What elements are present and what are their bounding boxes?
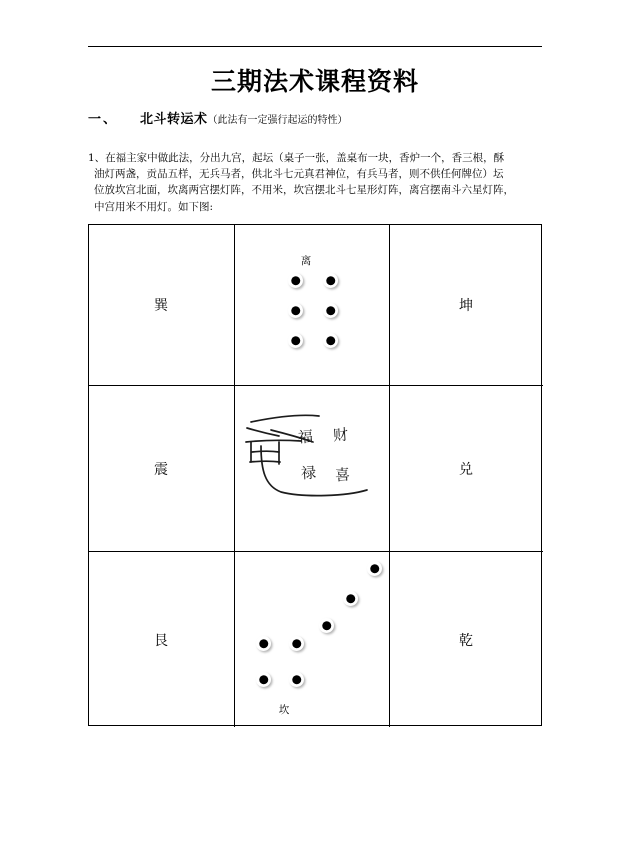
- handwritten-rice-diagram: [235, 386, 389, 551]
- page-title: 三期法术课程资料: [210, 67, 419, 96]
- trigram-label-gen: 艮: [154, 632, 169, 649]
- big-dipper-diagram: [235, 552, 389, 727]
- lamp-icon: [288, 333, 303, 348]
- body-paragraph: [88, 150, 546, 215]
- handwritten-char-xi: 喜: [334, 465, 351, 485]
- grid-cell-li: [235, 225, 390, 386]
- handwritten-char-cai: 财: [332, 425, 349, 445]
- grid-cell-gen: [89, 552, 235, 727]
- grid-cell-center: [235, 386, 390, 552]
- section-heading: [88, 108, 542, 127]
- lamp-icon: [319, 618, 334, 633]
- lamp-icon: [323, 273, 338, 288]
- grid-cell-xun: [89, 225, 235, 386]
- trigram-label-kun: 坤: [459, 298, 474, 314]
- lamp-icon: [256, 636, 271, 651]
- grid-cell-kun: [390, 225, 543, 386]
- trigram-label-dui: 兑: [459, 461, 474, 478]
- trigram-label-zhen: 震: [154, 461, 169, 478]
- section-title: 北斗转运术: [140, 112, 208, 127]
- lamp-icon: [323, 303, 338, 318]
- header-rule: [88, 46, 542, 47]
- trigram-label-xun: 巽: [154, 298, 169, 314]
- lamp-icon: [367, 561, 382, 576]
- grid-cell-dui: [390, 386, 543, 552]
- handwritten-char-lu: 禄: [300, 463, 317, 483]
- lamp-icon: [289, 636, 304, 651]
- palace-label-kan: 坎: [278, 704, 290, 716]
- trigram-label-qian: 乾: [459, 632, 474, 649]
- grid-cell-qian: [390, 552, 543, 727]
- palace-label-li: 离: [300, 255, 312, 267]
- section-number: 一、: [88, 112, 119, 127]
- paragraph-line-1: 1、在福主家中做此法，分出九宫，起坛（桌子一张，盖桌布一块，香炉一个，香三根，酥: [88, 152, 505, 164]
- lamp-icon: [323, 333, 338, 348]
- paragraph-line-3: 位放坎宫北面，坎离两宫摆灯阵，不用米，坎宫摆北斗七星形灯阵，离宫摆南斗六星灯阵，: [94, 184, 514, 197]
- grid-cell-kan: [235, 552, 390, 727]
- lamp-icon: [256, 672, 271, 687]
- handwritten-char-fu: 福: [297, 427, 314, 447]
- lamp-icon: [289, 672, 304, 687]
- south-dipper-diagram: [235, 225, 389, 385]
- lamp-icon: [288, 273, 303, 288]
- lamp-icon: [288, 303, 303, 318]
- section-note: （此法有一定强行起运的特性）: [207, 115, 348, 126]
- paragraph-line-4: 中宫用米不用灯。如下图:: [94, 200, 214, 213]
- nine-palace-grid: [88, 224, 542, 726]
- lamp-icon: [343, 591, 358, 606]
- grid-cell-zhen: [89, 386, 235, 552]
- paragraph-line-2: 油灯两盏，贡品五样，无兵马者，供北斗七元真君神位，有兵马者，则不供任何牌位）坛: [94, 168, 504, 181]
